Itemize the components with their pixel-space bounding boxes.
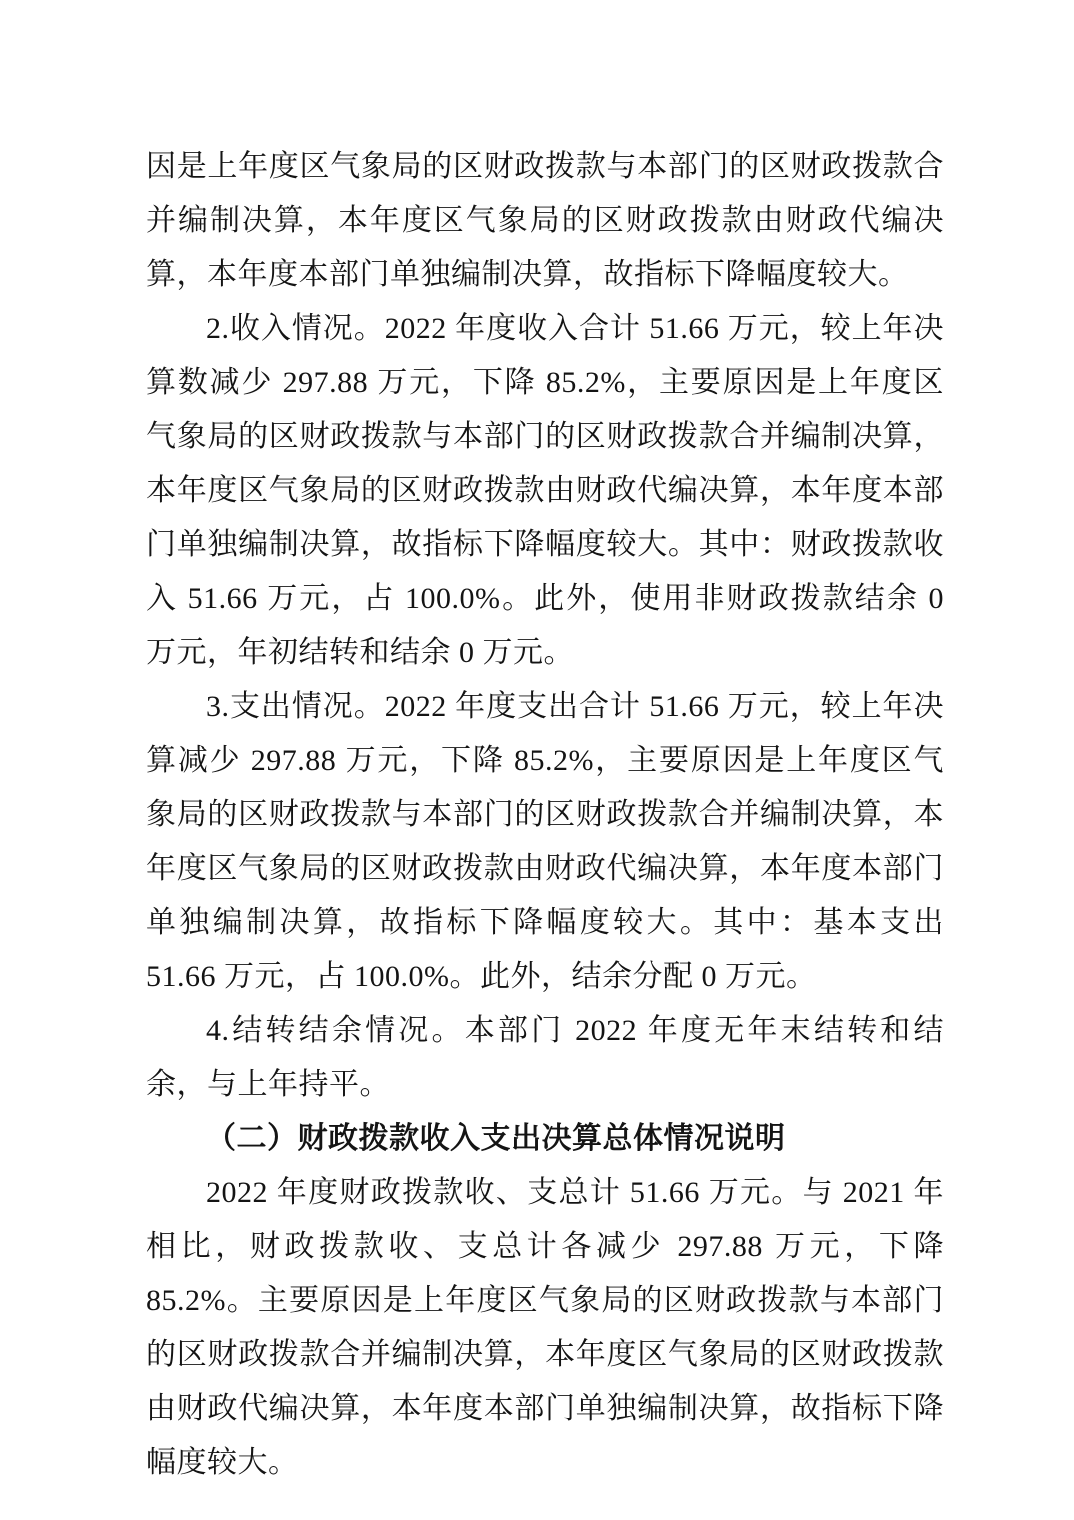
paragraph-income-overview: 2.收入情况。2022 年度收入合计 51.66 万元，较上年决算数减少 297.88 万元，下降 85.2%，主要原因是上年度区气象局的区财政拨款与本部门的区财政拨款合并编制决算，本年度区气象局的区财政拨款由财政代编决算，本年度本部门单独编制决算，故指标下降幅度较大。其中：财政拨款收入 51.66 万元，占 100.0%。此外，使用非财政拨款结余 0 万元，年初结转和结余 0 万元。: [146, 312, 944, 669]
paragraph-fiscal-appropriation-summary: 2022 年度财政拨款收、支总计 51.66 万元。与 2021 年相比，财政拨款收、支总计各减少 297.88 万元，下降 85.2%。主要原因是上年度区气象局的区财政拨款与本部门的区财政拨款合并编制决算，本年度区气象局的区财政拨款由财政代编决算，本年度本部门单独编制决算，故指标下降幅度较大。: [146, 1176, 944, 1479]
document-body: [146, 140, 944, 1490]
paragraph-continuation: 因是上年度区气象局的区财政拨款与本部门的区财政拨款合并编制决算，本年度区气象局的区财政拨款由财政代编决算，本年度本部门单独编制决算，故指标下降幅度较大。: [146, 150, 944, 291]
section-heading-fiscal-appropriation: （二）财政拨款收入支出决算总体情况说明: [206, 1122, 786, 1155]
paragraph-expenditure-overview: 3.支出情况。2022 年度支出合计 51.66 万元，较上年决算减少 297.88 万元，下降 85.2%，主要原因是上年度区气象局的区财政拨款与本部门的区财政拨款合并编制决算，本年度区气象局的区财政拨款由财政代编决算，本年度本部门单独编制决算，故指标下降幅度较大。其中：基本支出 51.66 万元，占 100.0%。此外，结余分配 0 万元。: [146, 690, 944, 993]
paragraph-carryover-overview: 4.结转结余情况。本部门 2022 年度无年末结转和结余，与上年持平。: [146, 1014, 944, 1101]
